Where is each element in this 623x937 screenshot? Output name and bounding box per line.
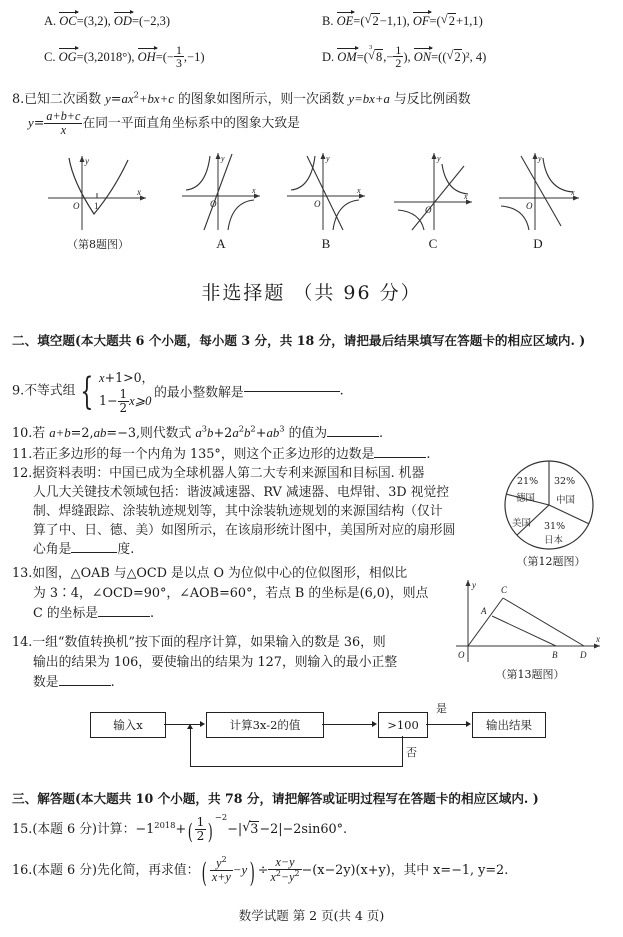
question-12 xyxy=(12,464,482,559)
figure-q12-caption: （第12题图） xyxy=(516,555,586,568)
svg-text:32%: 32% xyxy=(554,476,576,487)
figure-option-a xyxy=(178,150,264,234)
svg-text:1: 1 xyxy=(94,201,99,211)
flow-node-input xyxy=(90,712,166,738)
flow-node-test-label: >100 xyxy=(387,718,419,732)
fraction-y2-over-xplusy: $\frac{y^2}{x+y}$ xyxy=(211,855,231,884)
question-14-line2: 输出的结果为 106，要使输出的结果为 127，则输入的最小正整 xyxy=(33,655,398,670)
flow-arrow-4 xyxy=(187,724,193,729)
question-12-line5: 心角是 度. xyxy=(33,542,135,557)
vector-oh: OH xyxy=(137,49,156,64)
question-13-line3: C 的坐标是 . xyxy=(33,606,155,621)
vector-on: ON xyxy=(413,49,432,64)
svg-text:中国: 中国 xyxy=(556,495,576,506)
question-12-line1: 12.据资料表明：中国已成为全球机器人第二大专利来源国和目标国. 机器 xyxy=(12,466,425,481)
answer-blank-q14[interactable] xyxy=(59,685,111,686)
answer-blank-q11[interactable] xyxy=(374,457,426,458)
svg-text:x: x xyxy=(596,634,600,644)
choice-a: A. OC=(3,2), OD=(−2,3) xyxy=(44,14,171,28)
question-14 xyxy=(12,633,442,693)
flow-node-test xyxy=(378,712,428,738)
choice-d: D. OM=( √ 3 8,− $\frac{1}{2}$ ), ON=(( √ 2)², 4) xyxy=(322,44,486,70)
vector-oc: OC xyxy=(59,14,77,28)
flow-arrow-1 xyxy=(200,721,205,727)
svg-text:y: y xyxy=(437,154,441,163)
svg-text:x: x xyxy=(137,187,141,197)
figure-q13-caption: （第13题图） xyxy=(495,668,565,681)
question-12-line2: 人几大关键技术领域包括：谐波减速器、RV 减速器、电焊钳、3D 视觉控 xyxy=(33,485,450,500)
answer-blank-q13[interactable] xyxy=(98,616,150,617)
flow-edge-loop-down xyxy=(402,736,403,766)
sqrt-3-q15: √ 3 xyxy=(242,821,259,837)
svg-text:y: y xyxy=(538,154,542,163)
question-14-line3: 数是 . xyxy=(33,675,115,690)
choice-b: B. OE=( √ 2−1,1), OF=( √ 2+1,1) xyxy=(322,12,483,29)
answer-blank-q10[interactable] xyxy=(327,436,379,437)
svg-text:x: x xyxy=(357,186,361,195)
svg-text:A: A xyxy=(481,606,487,616)
flow-edge-input-calc xyxy=(164,724,200,725)
flow-edge-calc-test xyxy=(322,724,372,725)
flow-edge-loop-up xyxy=(190,724,191,766)
option-c-label: C xyxy=(428,236,438,251)
svg-text:31%: 31% xyxy=(544,521,566,532)
svg-text:y: y xyxy=(326,154,330,163)
question-8-line1: 8.已知二次函数 $y=ax^2+bx+c$ 的图象如图所示，则一次函数 y=bx+a 与反比例函数 xyxy=(12,89,471,107)
svg-text:O: O xyxy=(314,199,321,209)
svg-text:D: D xyxy=(580,650,587,660)
choice-b-label: B. xyxy=(322,14,334,28)
inequality-2: 1− $\frac{1}{2}$ x⩾0 xyxy=(99,387,152,415)
inequality-system xyxy=(99,368,154,414)
flow-node-calc xyxy=(206,712,324,738)
svg-text:y: y xyxy=(472,580,476,590)
flow-node-output xyxy=(472,712,546,738)
question-9: 9.不等式组 { x+1>0， 1− $\frac{1}{2}$ x⩾0 的最小整数解是 . xyxy=(12,369,344,415)
sqrt-2-d: √ 2 xyxy=(447,49,462,65)
question-13-line1: 13.如图，△OAB 与△OCD 是以点 O 为位似中心的位似图形，相似比 xyxy=(12,566,408,581)
svg-text:x: x xyxy=(464,192,468,201)
option-a-label: A xyxy=(216,236,226,251)
svg-text:O: O xyxy=(425,205,432,215)
question-16: 16.(本题 6 分)先化简，再求值：( $\frac{y^2}{x+y}$ −y) ÷ $\frac{x-y}{x^2-y^2}$ −(x−2y)(x+y)，其中 x=−1, y=2. xyxy=(12,855,509,890)
answer-section-head: 三、解答题(本大题共 10 个小题，共 78 分，请把解答或证明过程写在答题卡的相应区域内. ) xyxy=(12,791,539,806)
fraction-abc-over-x: $\frac{a+b+c}{x}$ xyxy=(46,109,81,137)
figure-q12-pie-chart xyxy=(492,455,610,555)
fill-blank-section-head: 二、填空题(本大题共 6 个小题，每小题 3 分，共 18 分，请把最后结果填写在答题卡的相应区域内. ) xyxy=(12,333,586,348)
svg-text:21%: 21% xyxy=(517,476,539,487)
choice-a-label: A. xyxy=(44,14,57,28)
flow-edge-loop-back xyxy=(190,766,403,767)
option-b-label: B xyxy=(321,236,331,251)
fraction-one-half-d: $\frac{1}{2}$ xyxy=(395,43,402,71)
choice-c-label: C. xyxy=(44,49,56,64)
figure-option-b xyxy=(283,150,369,234)
figure-q14-flowchart xyxy=(90,700,550,772)
vector-og: OG xyxy=(58,49,77,64)
question-10: 10.若 a+b=2,ab=−3,则代数式 $a^3b+2a^2b^2+ab^3$ 的值为 . xyxy=(12,423,384,441)
figure-option-d xyxy=(495,150,585,234)
flow-label-yes: 是 xyxy=(436,702,447,715)
option-d-label: D xyxy=(533,236,543,251)
svg-text:O: O xyxy=(526,201,533,211)
vector-oe: OE xyxy=(336,14,354,28)
question-8-line2: y= $\frac{a+b+c}{x}$ 在同一平面直角坐标系中的图象大致是 xyxy=(28,109,300,137)
inequality-1: x+1>0， xyxy=(99,370,155,385)
svg-text:O: O xyxy=(210,199,217,209)
svg-text:美国: 美国 xyxy=(512,518,532,529)
question-12-line3: 制、焊缝跟踪、涂装轨迹规划等，其中涂装轨迹规划的来源国结构（仅计 xyxy=(33,504,443,519)
vector-om: OM xyxy=(337,49,357,64)
answer-blank-q12[interactable] xyxy=(71,552,117,553)
section-nonchoice-title: 非选择题 （共 96 分） xyxy=(201,282,422,304)
answer-blank-q9[interactable] xyxy=(244,391,340,392)
flow-edge-test-output xyxy=(426,724,466,725)
svg-text:y: y xyxy=(221,154,225,163)
svg-text:y: y xyxy=(85,156,89,166)
figure-q8-parabola xyxy=(42,152,154,232)
svg-text:德国: 德国 xyxy=(516,493,536,504)
choice-d-label: D. xyxy=(322,49,335,64)
choice-c: C. OG=(3,2018°), OH=(− $\frac{1}{3}$ ,−1) xyxy=(44,43,205,71)
fraction-xminusy-over-x2minusy2: $\frac{x-y}{x^2-y^2}$ xyxy=(270,855,300,884)
question-12-line4: 算了中、日、德、美）如图所示，在该扇形统计图中，美国所对应的扇形圆 xyxy=(33,523,456,538)
flow-node-output-label: 输出结果 xyxy=(486,718,532,732)
flow-label-no: 否 xyxy=(406,746,417,759)
sqrt-2-b: √ 2 xyxy=(441,13,456,29)
page-footer: 数学试题 第 2 页(共 4 页) xyxy=(238,908,385,923)
cbrt-8: √ 3 8 xyxy=(368,49,383,65)
svg-text:日本: 日本 xyxy=(544,535,564,546)
svg-text:C: C xyxy=(501,585,508,595)
figure-q8-caption: （第8题图） xyxy=(67,238,129,251)
question-13 xyxy=(12,564,462,624)
svg-text:B: B xyxy=(552,650,558,660)
question-15: 15.(本题 6 分)计算：$-1^{2018}+$( $\frac{1}{2}$ )$^{-2}$−| √ 3−2|−2sin60°. xyxy=(12,816,347,845)
svg-text:O: O xyxy=(458,650,465,660)
svg-text:x: x xyxy=(571,188,575,197)
fraction-one-third: $\frac{1}{3}$ xyxy=(175,43,182,71)
svg-text:O: O xyxy=(73,201,80,211)
flow-arrow-2 xyxy=(372,721,377,727)
svg-text:x: x xyxy=(252,186,256,195)
figure-option-c xyxy=(390,150,476,234)
sqrt-2-a: √ 2 xyxy=(364,13,379,29)
flow-node-calc-label: 计算3x-2的值 xyxy=(229,718,301,732)
vector-of: OF xyxy=(412,14,430,28)
vector-od: OD xyxy=(113,14,132,28)
question-13-line2: 为 3∶4，∠OCD=90°，∠AOB=60°，若点 B 的坐标是(6,0)，则点 xyxy=(33,586,429,601)
figure-q13-similar-triangles xyxy=(448,572,613,664)
question-14-line1: 14.一组“数值转换机”按下面的程序计算，如果输入的数是 36，则 xyxy=(12,635,386,650)
flow-arrow-3 xyxy=(466,721,471,727)
fraction-one-half-q15: $\frac{1}{2}$ xyxy=(196,815,205,843)
flow-node-input-label: 输入x xyxy=(113,718,143,732)
question-11: 11.若正多边形的每一个内角为 135°，则这个正多边形的边数是 . xyxy=(12,447,431,462)
